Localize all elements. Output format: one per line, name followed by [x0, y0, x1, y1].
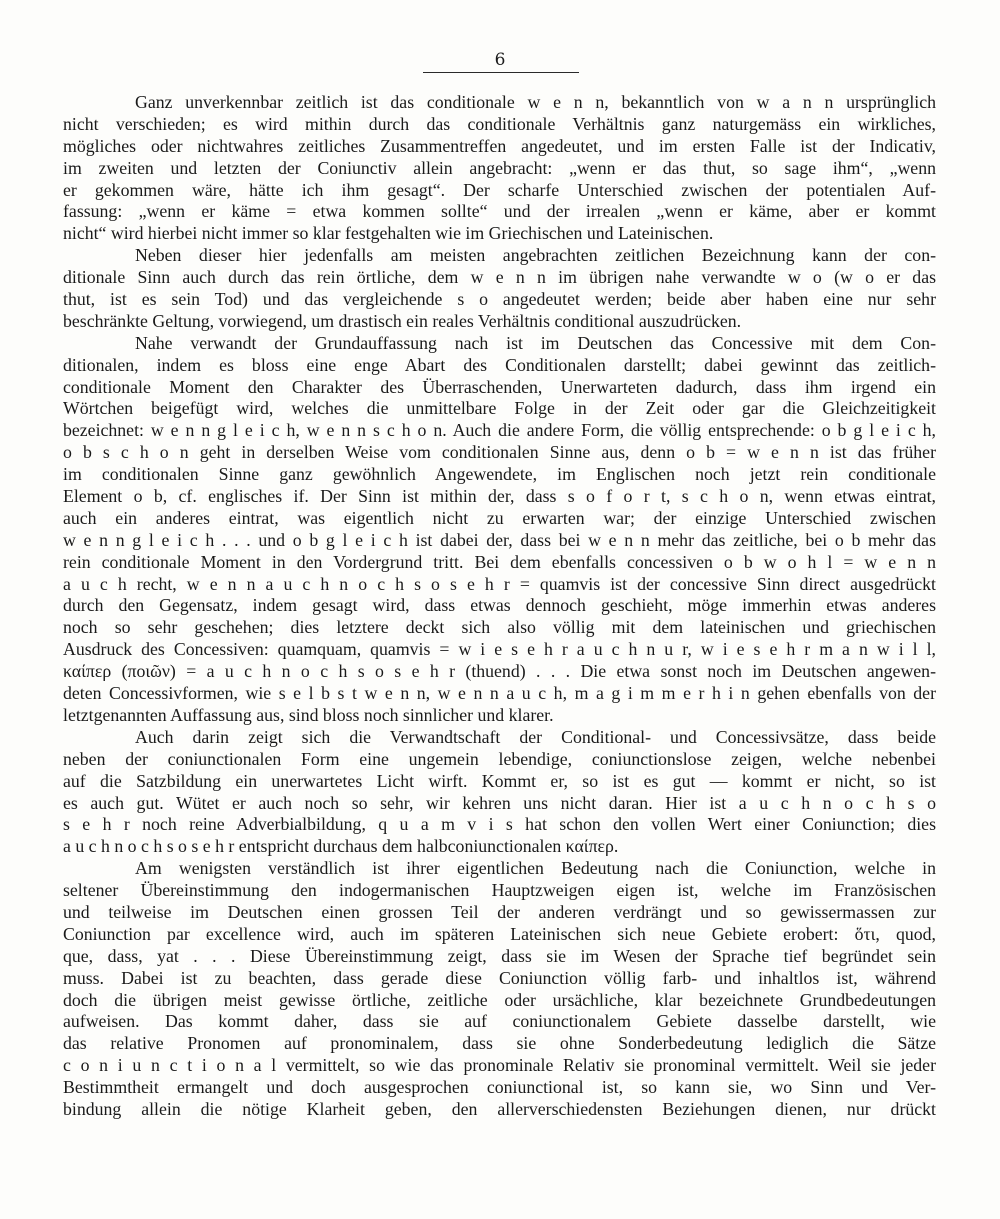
text-line: nicht“ wird hierbei nicht immer so klar festgehalten wie im Griechischen und Lateinischen.	[63, 223, 714, 244]
text-line: im conditionalen Sinne ganz gewöhnlich Angewendete, im Englischen noch jetzt rein conditionale	[63, 464, 936, 485]
text-line: noch so sehr geschehen; dies letztere deckt sich also völlig mit dem lateinischen und griechischen	[63, 617, 936, 638]
text-line: ditionale Sinn auch durch das rein örtliche, dem w e n n im übrigen nahe verwandte w o (w o er das	[63, 267, 936, 288]
text-line: s e h r noch reine Adverbialbildung, q u a m v i s hat schon den vollen Wert einer Coniunction; dies	[63, 814, 936, 835]
text-line: ditionalen, indem es bloss eine enge Abart des Conditionalen darstellt; dabei gewinnt das zeitlich-	[63, 354, 936, 375]
text-line: bezeichnet: w e n n g l e i c h, w e n n s c h o n. Auch die andere Form, die völlig entsprechende: o b g l e i c h,	[63, 420, 936, 441]
text-line: καίπερ (ποιῶν) = a u c h n o c h s o s e h r (thuend) . . . Die etwa sonst noch im Deutschen angewen-	[63, 661, 936, 682]
text-line: im zweiten und letzten der Coniunctiv allein angebracht: „wenn er das thut, so sage ihm“, „wenn	[63, 157, 936, 178]
text-line: Neben dieser hier jedenfalls am meisten angebrachten zeitlichen Bezeichnung kann der con-	[135, 245, 936, 266]
text-line: es auch gut. Wütet er auch noch so sehr, wir kehren uns nicht daran. Hier ist a u c h n o c h s o	[63, 792, 936, 813]
text-line: seltener Übereinstimmung den indogermanischen Hauptzweigen eigen ist, welche im Französischen	[63, 880, 936, 901]
text-line: Coniunction par excellence wird, auch im späteren Lateinischen sich neue Gebiete erobert: ὅτι, quod,	[63, 923, 936, 944]
text-line: er gekommen wäre, hätte ich ihm gesagt“. Der scharfe Unterschied zwischen der potentialen Auf-	[63, 179, 936, 200]
text-line: a u c h n o c h s o s e h r entspricht durchaus dem halbconiunctionalen καίπερ.	[63, 836, 619, 857]
text-line: Auch darin zeigt sich die Verwandtschaft der Conditional- und Concessivsätze, dass beide	[135, 726, 936, 747]
text-line: que, dass, yat . . . Diese Übereinstimmung zeigt, dass sie im Wesen der Sprache tief begründet sein	[63, 945, 936, 966]
text-line: Ausdruck des Concessiven: quamquam, quamvis = w i e s e h r a u c h n u r, w i e s e h r m a n w i l l,	[63, 639, 936, 660]
header-rule	[423, 72, 579, 73]
text-line: neben der coniunctionalen Form eine ungemein lebendige, coniunctionslose zeigen, welche nebenbei	[63, 748, 936, 769]
text-line: und teilweise im Deutschen einen grossen Teil der anderen verdrängt und so gewissermassen zur	[63, 901, 936, 922]
text-line: aufweisen. Das kommt daher, dass sie auf coniunctionalem Gebiete dasselbe darstellt, wie	[63, 1011, 936, 1032]
text-line: rein conditionale Moment in den Vordergrund tritt. Bei dem ebenfalls concessiven o b w o h l = w e n n	[63, 551, 936, 572]
text-line: Wörtchen beigefügt wird, welches die unmittelbare Folge in der Zeit oder gar die Gleichzeitigkeit	[63, 398, 936, 419]
text-line: c o n i u n c t i o n a l vermittelt, so wie das pronominale Relativ sie pronominal vermittelt. Weil sie jeder	[63, 1055, 936, 1076]
page-number: 6	[494, 50, 506, 70]
text-line: doch die übrigen meist gewisse örtliche, zeitliche oder ursächliche, klar bezeichnete Grundbedeutungen	[63, 989, 936, 1010]
text-line: deten Concessivformen, wie s e l b s t w e n n, w e n n a u c h, m a g i m m e r h i n gehen ebenfalls von der	[63, 683, 936, 704]
text-line: bindung allein die nötige Klarheit geben, den allerverschiedensten Beziehungen dienen, nur drückt	[63, 1098, 936, 1119]
text-line: muss. Dabei ist zu beachten, dass gerade diese Coniunction völlig farb- und inhaltlos ist, während	[63, 967, 936, 988]
text-line: Element o b, cf. englisches if. Der Sinn ist mithin der, dass s o f o r t, s c h o n, wenn etwas eintrat,	[63, 486, 936, 507]
text-line: nicht verschieden; es wird mithin durch das conditionale Verhältnis ganz naturgemäss ein wirkliches,	[63, 113, 936, 134]
text-line: durch den Gegensatz, indem gesagt wird, dass etwas dennoch geschieht, möge immerhin etwas anderes	[63, 595, 936, 616]
text-line: mögliches oder nichtwahres zeitliches Zusammentreffen angedeutet, und im ersten Falle ist der Indicativ,	[63, 135, 936, 156]
text-line: Am wenigsten verständlich ist ihrer eigentlichen Bedeutung nach die Coniunction, welche in	[135, 858, 936, 879]
text-line: Ganz unverkennbar zeitlich ist das conditionale w e n n, bekanntlich von w a n n ursprünglich	[135, 92, 936, 112]
text-line: fassung: „wenn er käme = etwa kommen sollte“ und der irrealen „wenn er käme, aber er kommt	[63, 201, 936, 222]
text-line: w e n n g l e i c h . . . und o b g l e i c h ist dabei der, dass bei w e n n mehr das zeitliche, bei o b mehr das	[63, 529, 936, 550]
text-line: thut, ist es sein Tod) und das vergleichende s o angedeutet werden; beide aber haben eine nur sehr	[63, 289, 936, 310]
text-line: Nahe verwandt der Grundauffassung nach ist im Deutschen das Concessive mit dem Con-	[135, 332, 936, 353]
text-line: auch ein anderes eintrat, was eigentlich nicht zu erwarten war; der einzige Unterschied zwischen	[63, 507, 936, 528]
body-text	[63, 92, 936, 1121]
text-line: a u c h recht, w e n n a u c h n o c h s o s e h r = quamvis ist der concessive Sinn direct ausgedrückt	[63, 573, 936, 594]
text-line: letztgenannten Auffassung aus, sind bloss noch sinnlicher und klarer.	[63, 704, 554, 725]
text-line: o b s c h o n geht in derselben Weise vom conditionalen Sinne aus, denn o b = w e n n ist das früher	[63, 442, 936, 463]
text-line: das relative Pronomen auf pronominalem, dass sie ohne Sonderbedeutung lediglich die Sätze	[63, 1033, 936, 1054]
text-line: beschränkte Geltung, vorwiegend, um drastisch ein reales Verhältnis conditional auszudrücken.	[63, 310, 742, 331]
text-line: conditionale Moment den Charakter des Überraschenden, Unerwarteten dadurch, dass ihm irgend ein	[63, 376, 936, 397]
text-line: Bestimmtheit ermangelt und doch ausgesprochen coniunctional ist, so kann sie, wo Sinn und Ver-	[63, 1077, 936, 1098]
text-line: auf die Satzbildung ein unerwartetes Licht wirft. Kommt er, so ist es gut — kommt er nicht, so ist	[63, 770, 936, 791]
